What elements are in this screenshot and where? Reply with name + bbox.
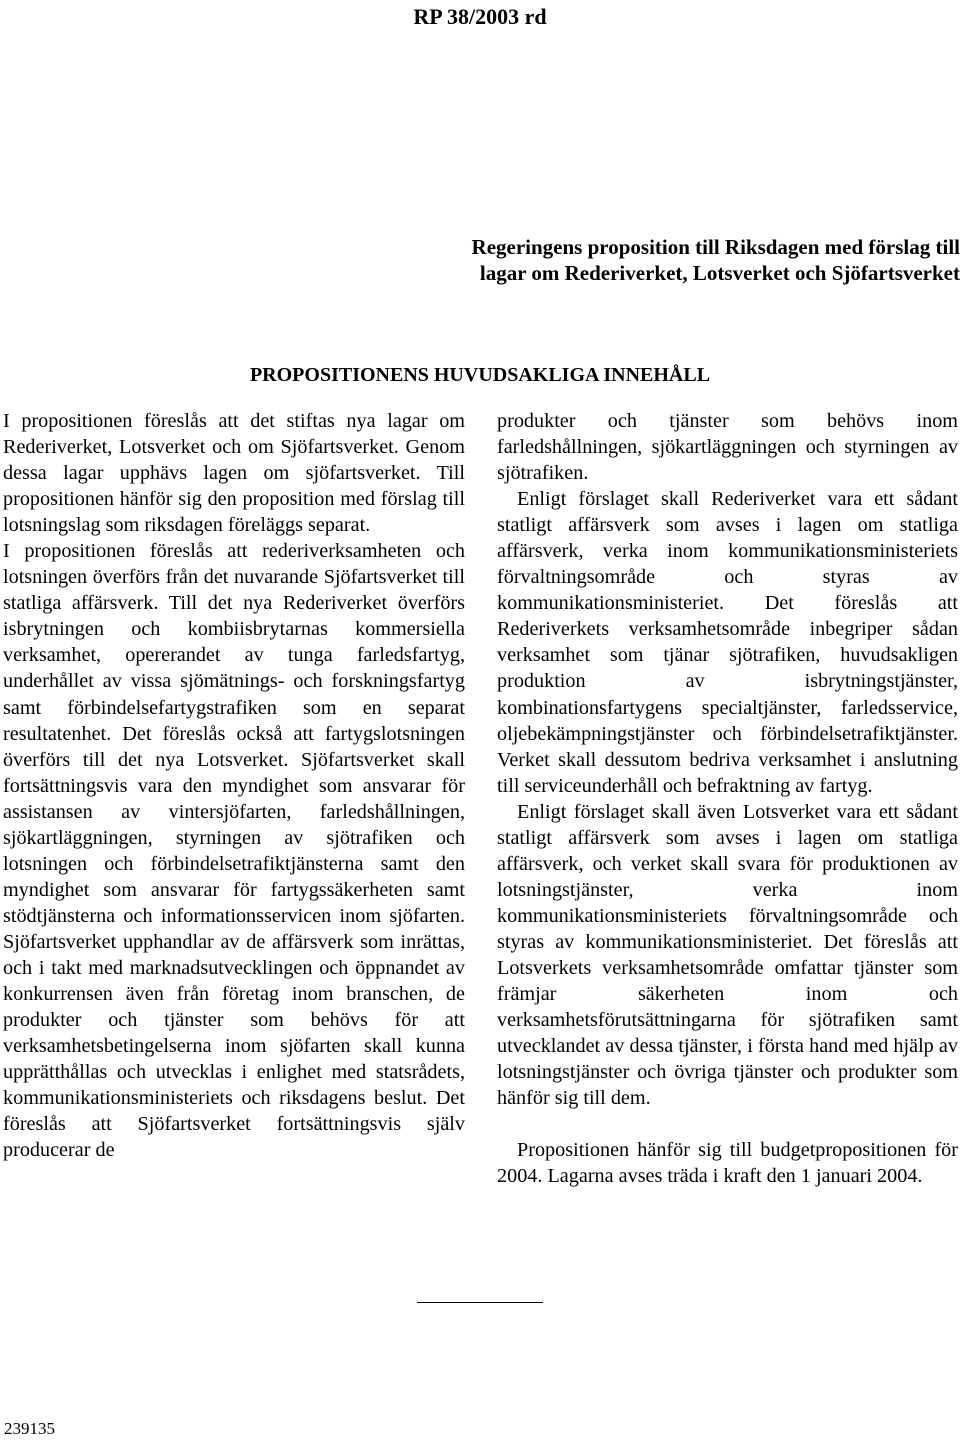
- left-paragraph-2: I propositionen föreslås att rederiverksamheten och lotsningen överförs från det nuvarande Sjöfartsverket till statliga affärsverk. Till det nya Rederiverket överförs isbrytningen och kombiisbrytarnas kommersiella verksamhet, opererandet av tunga farledsfartyg, underhållet av vissa sjömätnings- och forskningsfartyg samt förbindelsefartygstrafiken som en separat resultatenhet. Det föreslås också att fartygslotsningen överförs till det nya Lotsverket. Sjöfartsverket skall fortsättningsvis vara den myndighet som ansvarar för assistansen av vintersjöfarten, farledshållningen, sjökartläggningen, styrningen av sjötrafiken och lotsningen och förbindelsetrafiktjänsterna samt den myndighet som ansvarar för fartygssäkerheten samt stödtjänsterna och informationsservicen inom sjöfarten. Sjöfartsverket upphandlar av de affärsverk som inrättas, och i takt med marknadsutvecklingen och öppnandet av konkurrensen även från företag inom branschen, de produkter och tjänster som behövs för att verksamhetsbetingelserna inom sjöfarten skall kunna upprätthållas och utvecklas i enlighet med statsrådets, kommunikationsministeriets och riksdagens beslut. Det föreslås att Sjöfartsverket fortsättningsvis själv producerar de: [3, 540, 465, 1162]
- title-line-1: Regeringens proposition till Riksdagen med förslag till: [471, 235, 960, 259]
- left-paragraph-1: I propositionen föreslås att det stiftas nya lagar om Rederiverket, Lotsverket och om Sjöfartsverket. Genom dessa lagar upphävs lagen om sjöfartsverket. Till propositionen hänför sig den proposition med förslag till lotsningslag som riksdagen föreläggs separat.: [3, 410, 465, 537]
- right-paragraph-2: Enligt förslaget skall Rederiverket vara ett sådant statligt affärsverk som avses i lagen om statliga affärsverk, verka inom kommunikationsministeriets förvaltningsområde och styras av kommunikationsministeriet. Det föreslås att Rederiverkets verksamhetsområde inbegriper sådan verksamhet som tjänar sjötrafiken, huvudsakligen produktion av isbrytningstjänster, kombinationsfartygens specialtjänster, farledsservice, oljebekämpningstjänster och förbindelsetrafiktjänster. Verket skall dessutom bedriva verksamhet i anslutning till serviceunderhåll och befraktning av fartyg.: [497, 488, 958, 797]
- right-paragraph-1: produkter och tjänster som behövs inom farledshållningen, sjökartläggningen och styrningen av sjötrafiken.: [497, 410, 958, 485]
- right-paragraph-3: Enligt förslaget skall även Lotsverket vara ett sådant statligt affärsverk som avses i lagen om statliga affärsverk, och verket skall svara för produktionen av lotsningstjänster, verka inom kommunikationsministeriets förvaltningsområde och styras av kommunikationsministeriet. Det föreslås att Lotsverkets verksamhetsområde omfattar tjänster som främjar säkerheten inom och verksamhetsförutsättningarna för sjötrafiken samt utvecklandet av dessa tjänster, i första hand med hjälp av lotsningstjänster och övriga tjänster och produkter som hänför sig till dem.: [497, 800, 958, 1110]
- end-rule: [417, 1302, 543, 1303]
- footer-code: 239135: [4, 1419, 55, 1438]
- document-id: RP 38/2003 rd: [413, 4, 547, 29]
- document-title: [380, 234, 960, 286]
- left-column: [3, 408, 465, 1163]
- summary-heading: PROPOSITIONENS HUVUDSAKLIGA INNEHÅLL: [249, 364, 711, 386]
- title-line-2: lagar om Rederiverket, Lotsverket och Sjöfartsverket: [479, 261, 960, 285]
- right-column: [497, 408, 958, 1189]
- right-paragraph-4: Propositionen hänför sig till budgetpropositionen för 2004. Lagarna avses träda i kraft den 1 januari 2004.: [497, 1139, 958, 1188]
